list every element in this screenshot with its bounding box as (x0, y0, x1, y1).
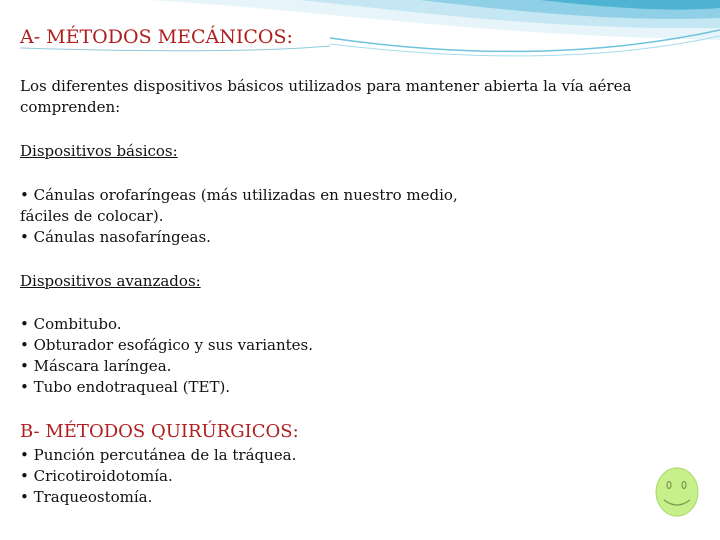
list-item: • Punción percutánea de la tráquea. (20, 446, 297, 464)
list-item: • Combitubo. (20, 315, 122, 333)
list-item: • Cánulas nasofaríngeas. (20, 228, 211, 246)
surgical-methods-list (20, 445, 296, 508)
intro-line: comprenden: (20, 98, 121, 116)
list-item: • Tubo endotraqueal (TET). (20, 378, 231, 396)
basic-devices-list (20, 185, 458, 248)
list-item: fáciles de colocar). (20, 207, 164, 225)
section-a-title: A- MÉTODOS MECÁNICOS: (20, 26, 293, 48)
intro-line: Los diferentes dispositivos básicos utilizados para mantener abierta la vía aérea (20, 77, 632, 95)
list-item: • Cricotiroidotomía. (20, 467, 173, 485)
list-item: • Máscara laríngea. (20, 357, 172, 375)
list-item: • Cánulas orofaríngeas (más utilizadas en nuestro medio, (20, 186, 458, 204)
smiley-face-icon (654, 466, 700, 518)
basic-devices-heading: Dispositivos básicos: (20, 142, 178, 160)
intro-paragraph (20, 76, 631, 118)
list-item: • Traqueostomía. (20, 488, 153, 506)
advanced-devices-heading: Dispositivos avanzados: (20, 272, 201, 290)
advanced-devices-list (20, 314, 313, 398)
section-b-title: B- MÉTODOS QUIRÚRGICOS: (20, 421, 299, 442)
list-item: • Obturador esofágico y sus variantes. (20, 336, 314, 354)
